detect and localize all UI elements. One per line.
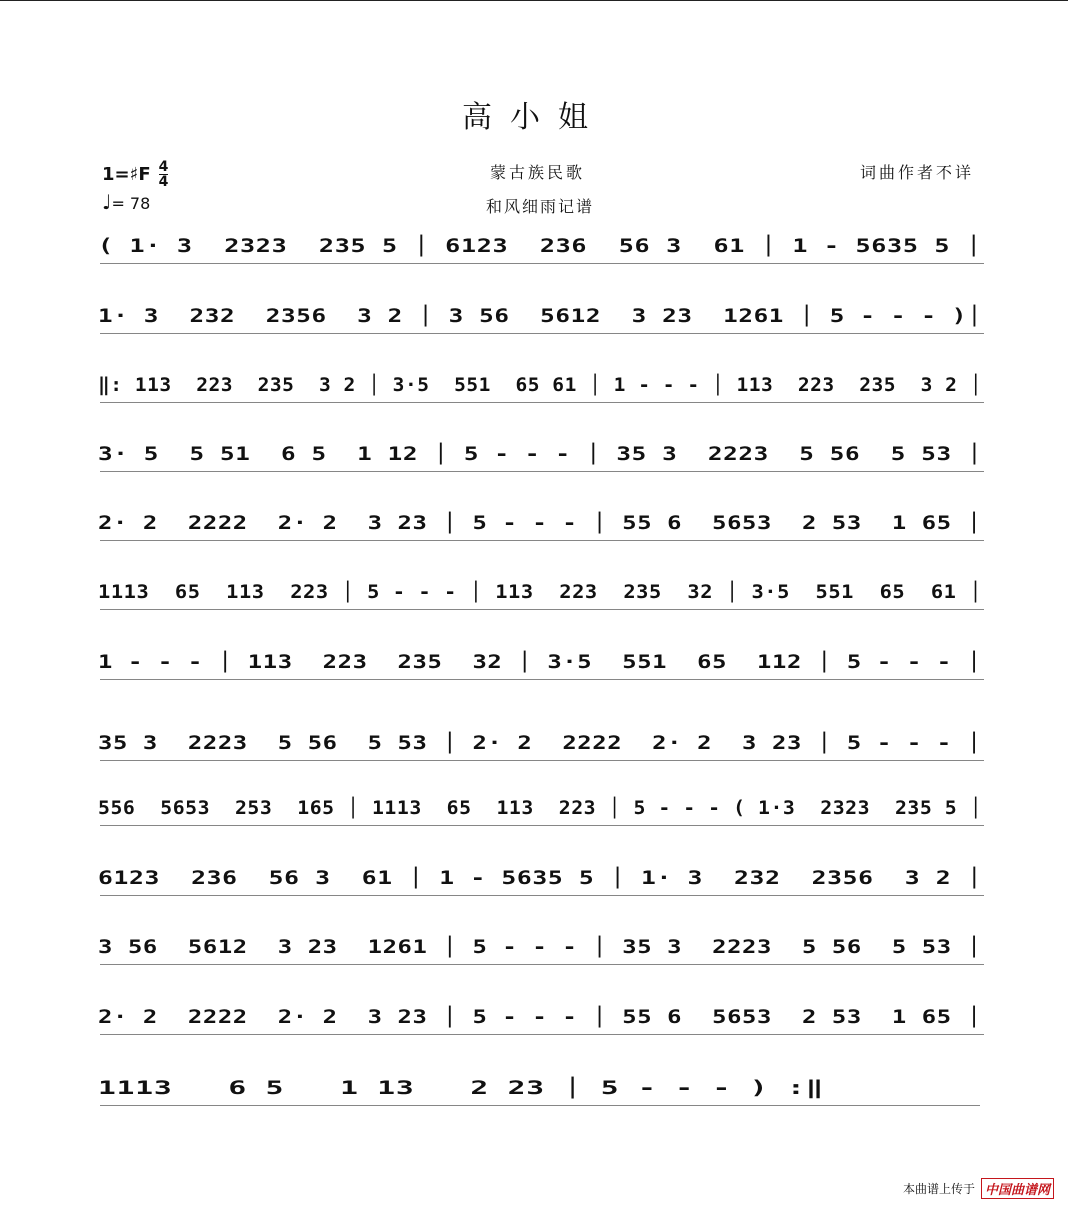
score-row-underline <box>100 471 984 472</box>
time-signature-top: 4 <box>158 159 169 175</box>
score-row <box>98 1078 986 1112</box>
score-row-notes: ‖: 113 223 235 3 2 │ 3·5 551 65 61 │ 1 - - - │ 113 223 235 3 2 │ <box>98 375 983 396</box>
score-row-notes: 6123 236 56 3 61 │ 1 - 5635 5 │ 1· 3 232 2356 3 2 │ <box>98 868 983 889</box>
score-row-underline <box>100 263 984 264</box>
score-row <box>98 1007 986 1041</box>
score-row <box>98 306 986 340</box>
score-row <box>98 236 986 270</box>
score-row-notes: 2· 2 2222 2· 2 3 23 │ 5 - - - │ 55 6 5653 2 53 1 65 │ <box>98 1007 982 1028</box>
score-row-notes: 1113 65 113 223 │ 5 - - - │ 113 223 235 32 │ 3·5 551 65 61 │ <box>98 582 983 603</box>
transcriber-label: 和风细雨记谱 <box>486 197 595 216</box>
score-row <box>98 375 986 409</box>
time-signature-bottom: 4 <box>158 174 169 190</box>
site-logo: 中国曲谱网 <box>981 1178 1054 1199</box>
score-row <box>98 868 986 902</box>
score-row <box>98 733 986 767</box>
score-row-notes: 2· 2 2222 2· 2 3 23 │ 5 - - - │ 55 6 5653 2 53 1 65 │ <box>98 513 982 534</box>
score-row <box>98 444 986 478</box>
score-row-underline <box>100 760 984 761</box>
score-row-underline <box>100 825 984 826</box>
tempo-marking <box>102 190 150 214</box>
score-row-notes: 1 - - - │ 113 223 235 32 │ 3·5 551 65 112 │ 5 - - - │ <box>98 652 982 673</box>
footer-credit <box>903 1178 1054 1199</box>
score-row-underline <box>100 1105 980 1106</box>
score-row-notes: 556 5653 253 165 │ 1113 65 113 223 │ 5 - - - ( 1·3 2323 235 5 │ <box>98 798 983 819</box>
score-row-underline <box>100 895 984 896</box>
quarter-note-icon: ♩ <box>102 190 112 214</box>
top-border-line <box>0 0 1068 1</box>
composer-label: 词曲作者不详 <box>860 163 975 182</box>
score-row-underline <box>100 402 984 403</box>
key-label: 1=♯F <box>102 164 151 185</box>
score-row-underline <box>100 679 984 680</box>
score-row-underline <box>100 540 984 541</box>
score-row-notes: 1113 6 5 1 13 2 23 │ 5 - - - ) :‖ <box>98 1078 825 1099</box>
score-title: 高小姐 <box>462 100 606 135</box>
time-signature <box>159 160 169 189</box>
score-row-notes: 1· 3 232 2356 3 2 │ 3 56 5612 3 23 1261 │ 5 - - - )│ <box>98 306 983 327</box>
score-row-notes: 3· 5 5 51 6 5 1 12 │ 5 - - - │ 35 3 2223 5 56 5 53 │ <box>98 444 983 465</box>
score-row <box>98 513 986 547</box>
key-signature <box>102 160 168 189</box>
score-row <box>98 652 986 686</box>
score-row <box>98 582 986 616</box>
score-row-underline <box>100 964 984 965</box>
score-row-notes: ( 1· 3 2323 235 5 │ 6123 236 56 3 61 │ 1 - 5635 5 │ <box>98 236 982 257</box>
genre-label: 蒙古族民歌 <box>490 163 586 182</box>
footer-uploaded-text: 本曲谱上传于 <box>902 1182 975 1196</box>
score-row <box>98 937 986 971</box>
score-row-notes: 3 56 5612 3 23 1261 │ 5 - - - │ 35 3 2223 5 56 5 53 │ <box>98 937 982 958</box>
tempo-value: = 78 <box>111 194 151 213</box>
score-row-notes: 35 3 2223 5 56 5 53 │ 2· 2 2222 2· 2 3 23 │ 5 - - - │ <box>98 733 982 754</box>
score-row-underline <box>100 333 984 334</box>
score-row-underline <box>100 609 984 610</box>
score-row <box>98 798 986 832</box>
score-row-underline <box>100 1034 984 1035</box>
